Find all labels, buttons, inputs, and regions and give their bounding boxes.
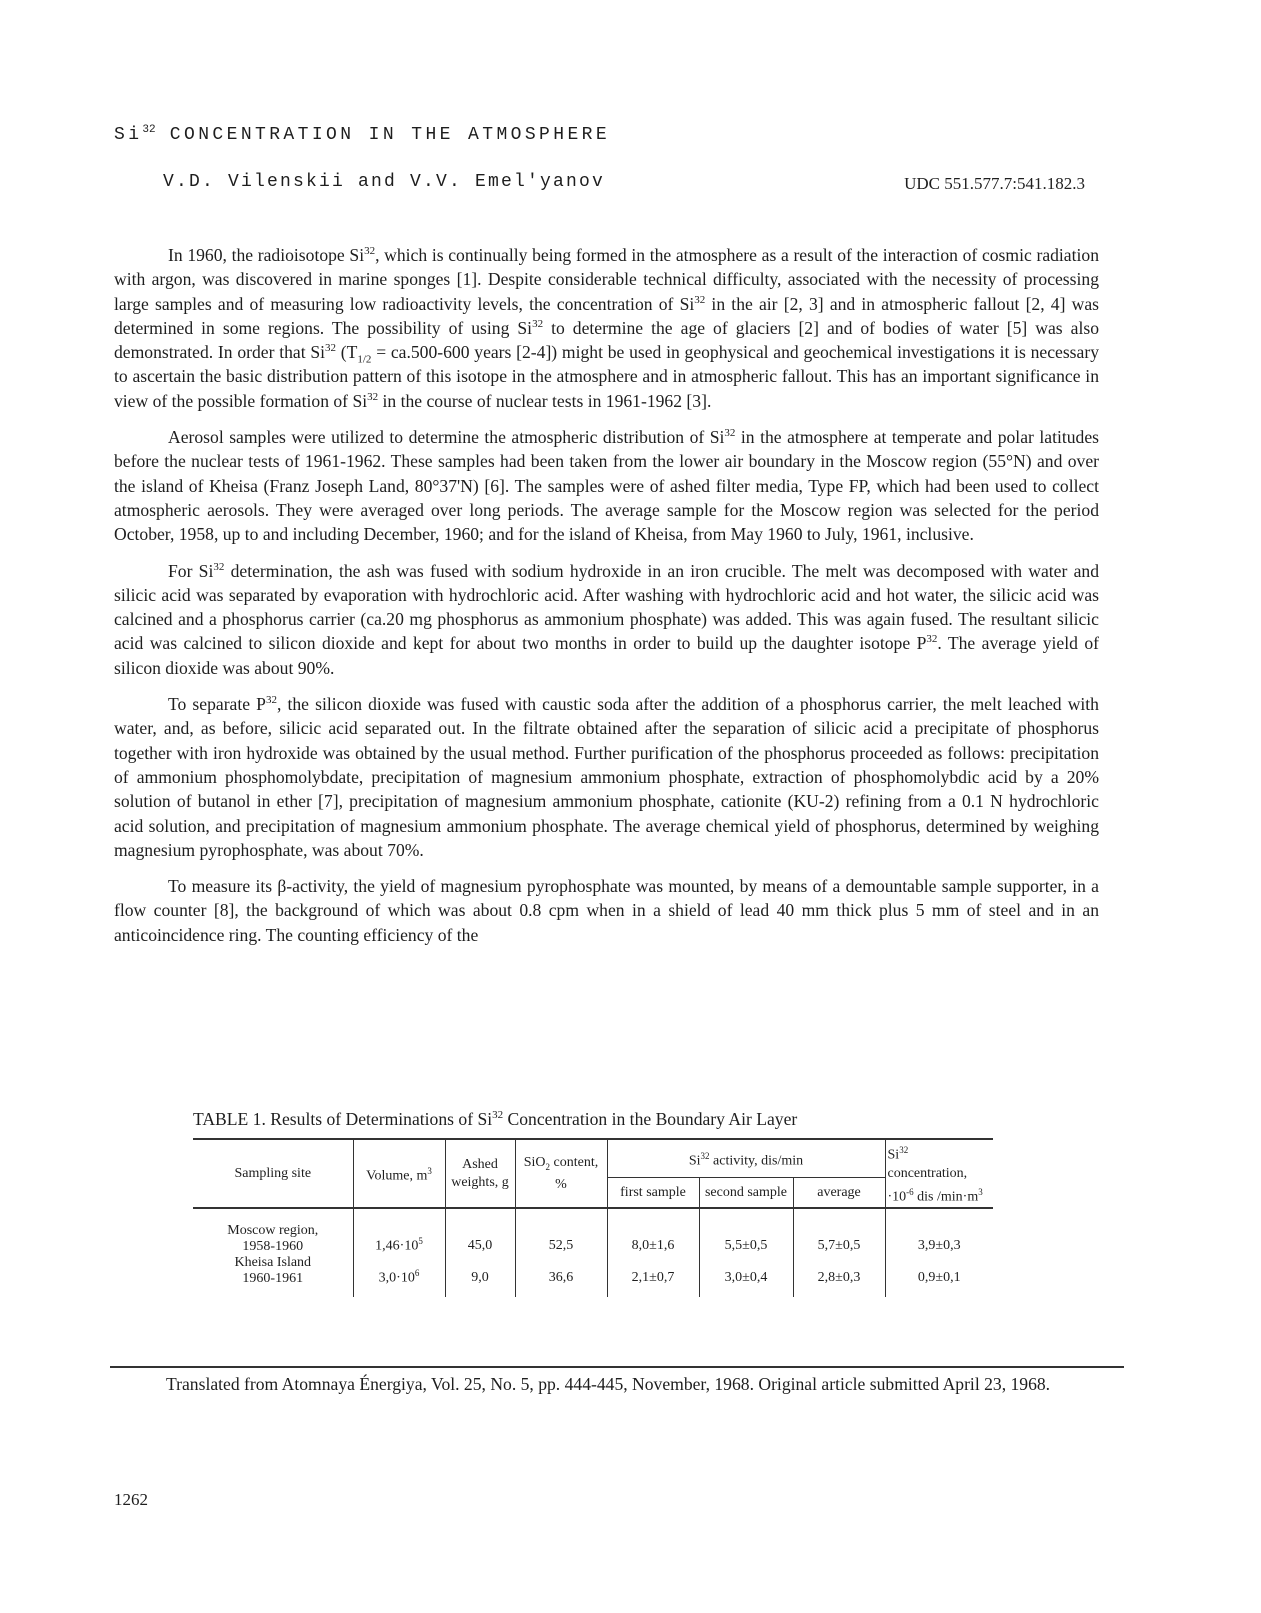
- title-text: CONCENTRATION IN THE ATMOSPHERE: [155, 125, 611, 145]
- cell-volume: $3,0\cdot 10^6$: [353, 1255, 445, 1297]
- cell-average: 5,7±0,5: [793, 1208, 885, 1255]
- cell-sio2: 52,5: [515, 1208, 607, 1255]
- header-si32-activity: Si$^{32}$ activity, dis/min: [607, 1139, 885, 1178]
- cell-second-sample: 5,5±0,5: [699, 1208, 793, 1255]
- header-si32-concentration: Si$^{32}$ concentration, $\cdot 10^{-6}$ dis $/\min\cdot m^3$: [885, 1139, 993, 1208]
- footnote-divider: [110, 1366, 1124, 1368]
- header-ashed-weights: Ashed weights, g: [445, 1139, 515, 1208]
- table-row: [193, 1255, 993, 1297]
- cell-second-sample: 3,0±0,4: [699, 1255, 793, 1297]
- paragraph-2: Aerosol samples were utilized to determine the atmospheric distribution of Si$^{32}$ in the atmosphere at temperate and polar latitudes before the nuclear tests of 1961-1962. These samples had been taken from the lower air boundary in the Moscow region (55°N) and over the island of Kheisa (Franz Joseph Land, 80°37'N) [6]. The samples were of ashed filter media, Type FP, which had been used to collect atmospheric aerosols. They were averaged over long periods. The average sample for the Moscow region was selected for the period October, 1958, up to and including December, 1960; and for the island of Kheisa, from May 1960 to July, 1961, inclusive.: [114, 427, 1099, 545]
- article-title: [114, 124, 610, 145]
- header-volume: Volume, $m^3$: [353, 1139, 445, 1208]
- header-first-sample: first sample: [607, 1178, 699, 1209]
- header-second-sample: second sample: [699, 1178, 793, 1209]
- results-table: [193, 1138, 993, 1297]
- cell-first-sample: 8,0±1,6: [607, 1208, 699, 1255]
- cell-sio2: 36,6: [515, 1255, 607, 1297]
- paragraph-4: To separate $P^{32}$, the silicon dioxide was fused with caustic soda after the addition of a phosphorus carrier, the melt leached with water, and, as before, silicic acid separated out. In the filtrate obtained after the separation of silicic acid a precipitate of phosphorus together with iron hydroxide was obtained by the usual method. Further purification of the phosphorus proceeded as follows: precipitation of ammonium phosphomolybdate, precipitation of magnesium ammonium phosphate, extraction of phosphomolybdic acid by a 20% solution of butanol in ether [7], precipitation of magnesium ammonium phosphate, cationite (KU-2) refining from a 0.1 N hydrochloric acid solution, and precipitation of magnesium ammonium phosphate. The average chemical yield of phosphorus, determined by weighing magnesium pyrophosphate, was about 70%.: [114, 694, 1099, 860]
- cell-site: Kheisa Island 1960-1961: [234, 1255, 312, 1287]
- title-prefix: Si: [114, 125, 143, 145]
- title-superscript: 32: [142, 124, 156, 136]
- article-authors: V.D. Vilenskii and V.V. Emel'yanov: [163, 172, 606, 192]
- paragraph-3: For Si$^{32}$ determination, the ash was fused with sodium hydroxide in an iron crucible. The melt was decomposed with water and silicic acid was separated by evaporation with hydrochloric acid. After washing with hydrochloric acid and hot water, the silicic acid was calcined and a phosphorus carrier (ca.20 mg phosphorus as ammonium phosphate) was added. This was again fused. The resultant silicic acid was calcined to silicon dioxide and kept for about two months in order to build up the daughter isotope $P^{32}$. The average yield of silicon dioxide was about 90%.: [114, 560, 1099, 678]
- header-sampling-site: Sampling site: [193, 1139, 353, 1208]
- table-caption: TABLE 1. Results of Determinations of Si$^{32}$ Concentration in the Boundary Air Layer: [193, 1109, 798, 1129]
- cell-concentration: 3,9±0,3: [885, 1208, 993, 1255]
- cell-ashed: 45,0: [445, 1208, 515, 1255]
- article-body: [114, 243, 1099, 959]
- cell-site: Moscow region, 1958-1960: [227, 1223, 319, 1255]
- translation-footnote: Translated from Atomnaya Énergiya, Vol. 25, No. 5, pp. 444-445, November, 1968. Original article submitted April 23, 1968.: [166, 1374, 1051, 1394]
- udc-code: UDC 551.577.7:541.182.3: [904, 174, 1085, 193]
- paragraph-1: In 1960, the radioisotope Si$^{32}$, which is continually being formed in the atmosphere as a result of the interaction of cosmic radiation with argon, was discovered in marine sponges [1]. Despite considerable technical difficulty, associated with the necessity of processing large samples and of measuring low radioactivity levels, the concentration of Si$^{32}$ in the air [2, 3] and in atmospheric fallout [2, 4] was determined in some regions. The possibility of using Si$^{32}$ to determine the age of glaciers [2] and of bodies of water [5] was also demonstrated. In order that Si$^{32}$ ($T_{1/2} = ca.500-600$ years [2-4]) might be used in geophysical and geochemical investigations it is necessary to ascertain the basic distribution pattern of this isotope in the atmosphere and in atmospheric fallout. This has an important significance in view of the possible formation of Si$^{32}$ in the course of nuclear tests in 1961-1962 [3].: [114, 245, 1100, 411]
- cell-volume: $1,46\cdot 10^5$: [353, 1208, 445, 1255]
- page-number: 1262: [114, 1490, 148, 1509]
- cell-ashed: 9,0: [445, 1255, 515, 1297]
- cell-concentration: 0,9±0,1: [885, 1255, 993, 1297]
- header-average: average: [793, 1178, 885, 1209]
- header-sio2-content: SiO$_2$ content, %: [515, 1139, 607, 1208]
- paragraph-5: To measure its β-activity, the yield of magnesium pyrophosphate was mounted, by means of a demountable sample supporter, in a flow counter [8], the background of which was about 0.8 cpm when in a shield of lead 40 mm thick plus 5 mm of steel and in an anticoincidence ring. The counting efficiency of the: [114, 876, 1099, 945]
- cell-average: 2,8±0,3: [793, 1255, 885, 1297]
- table-row: [193, 1208, 993, 1255]
- cell-first-sample: 2,1±0,7: [607, 1255, 699, 1297]
